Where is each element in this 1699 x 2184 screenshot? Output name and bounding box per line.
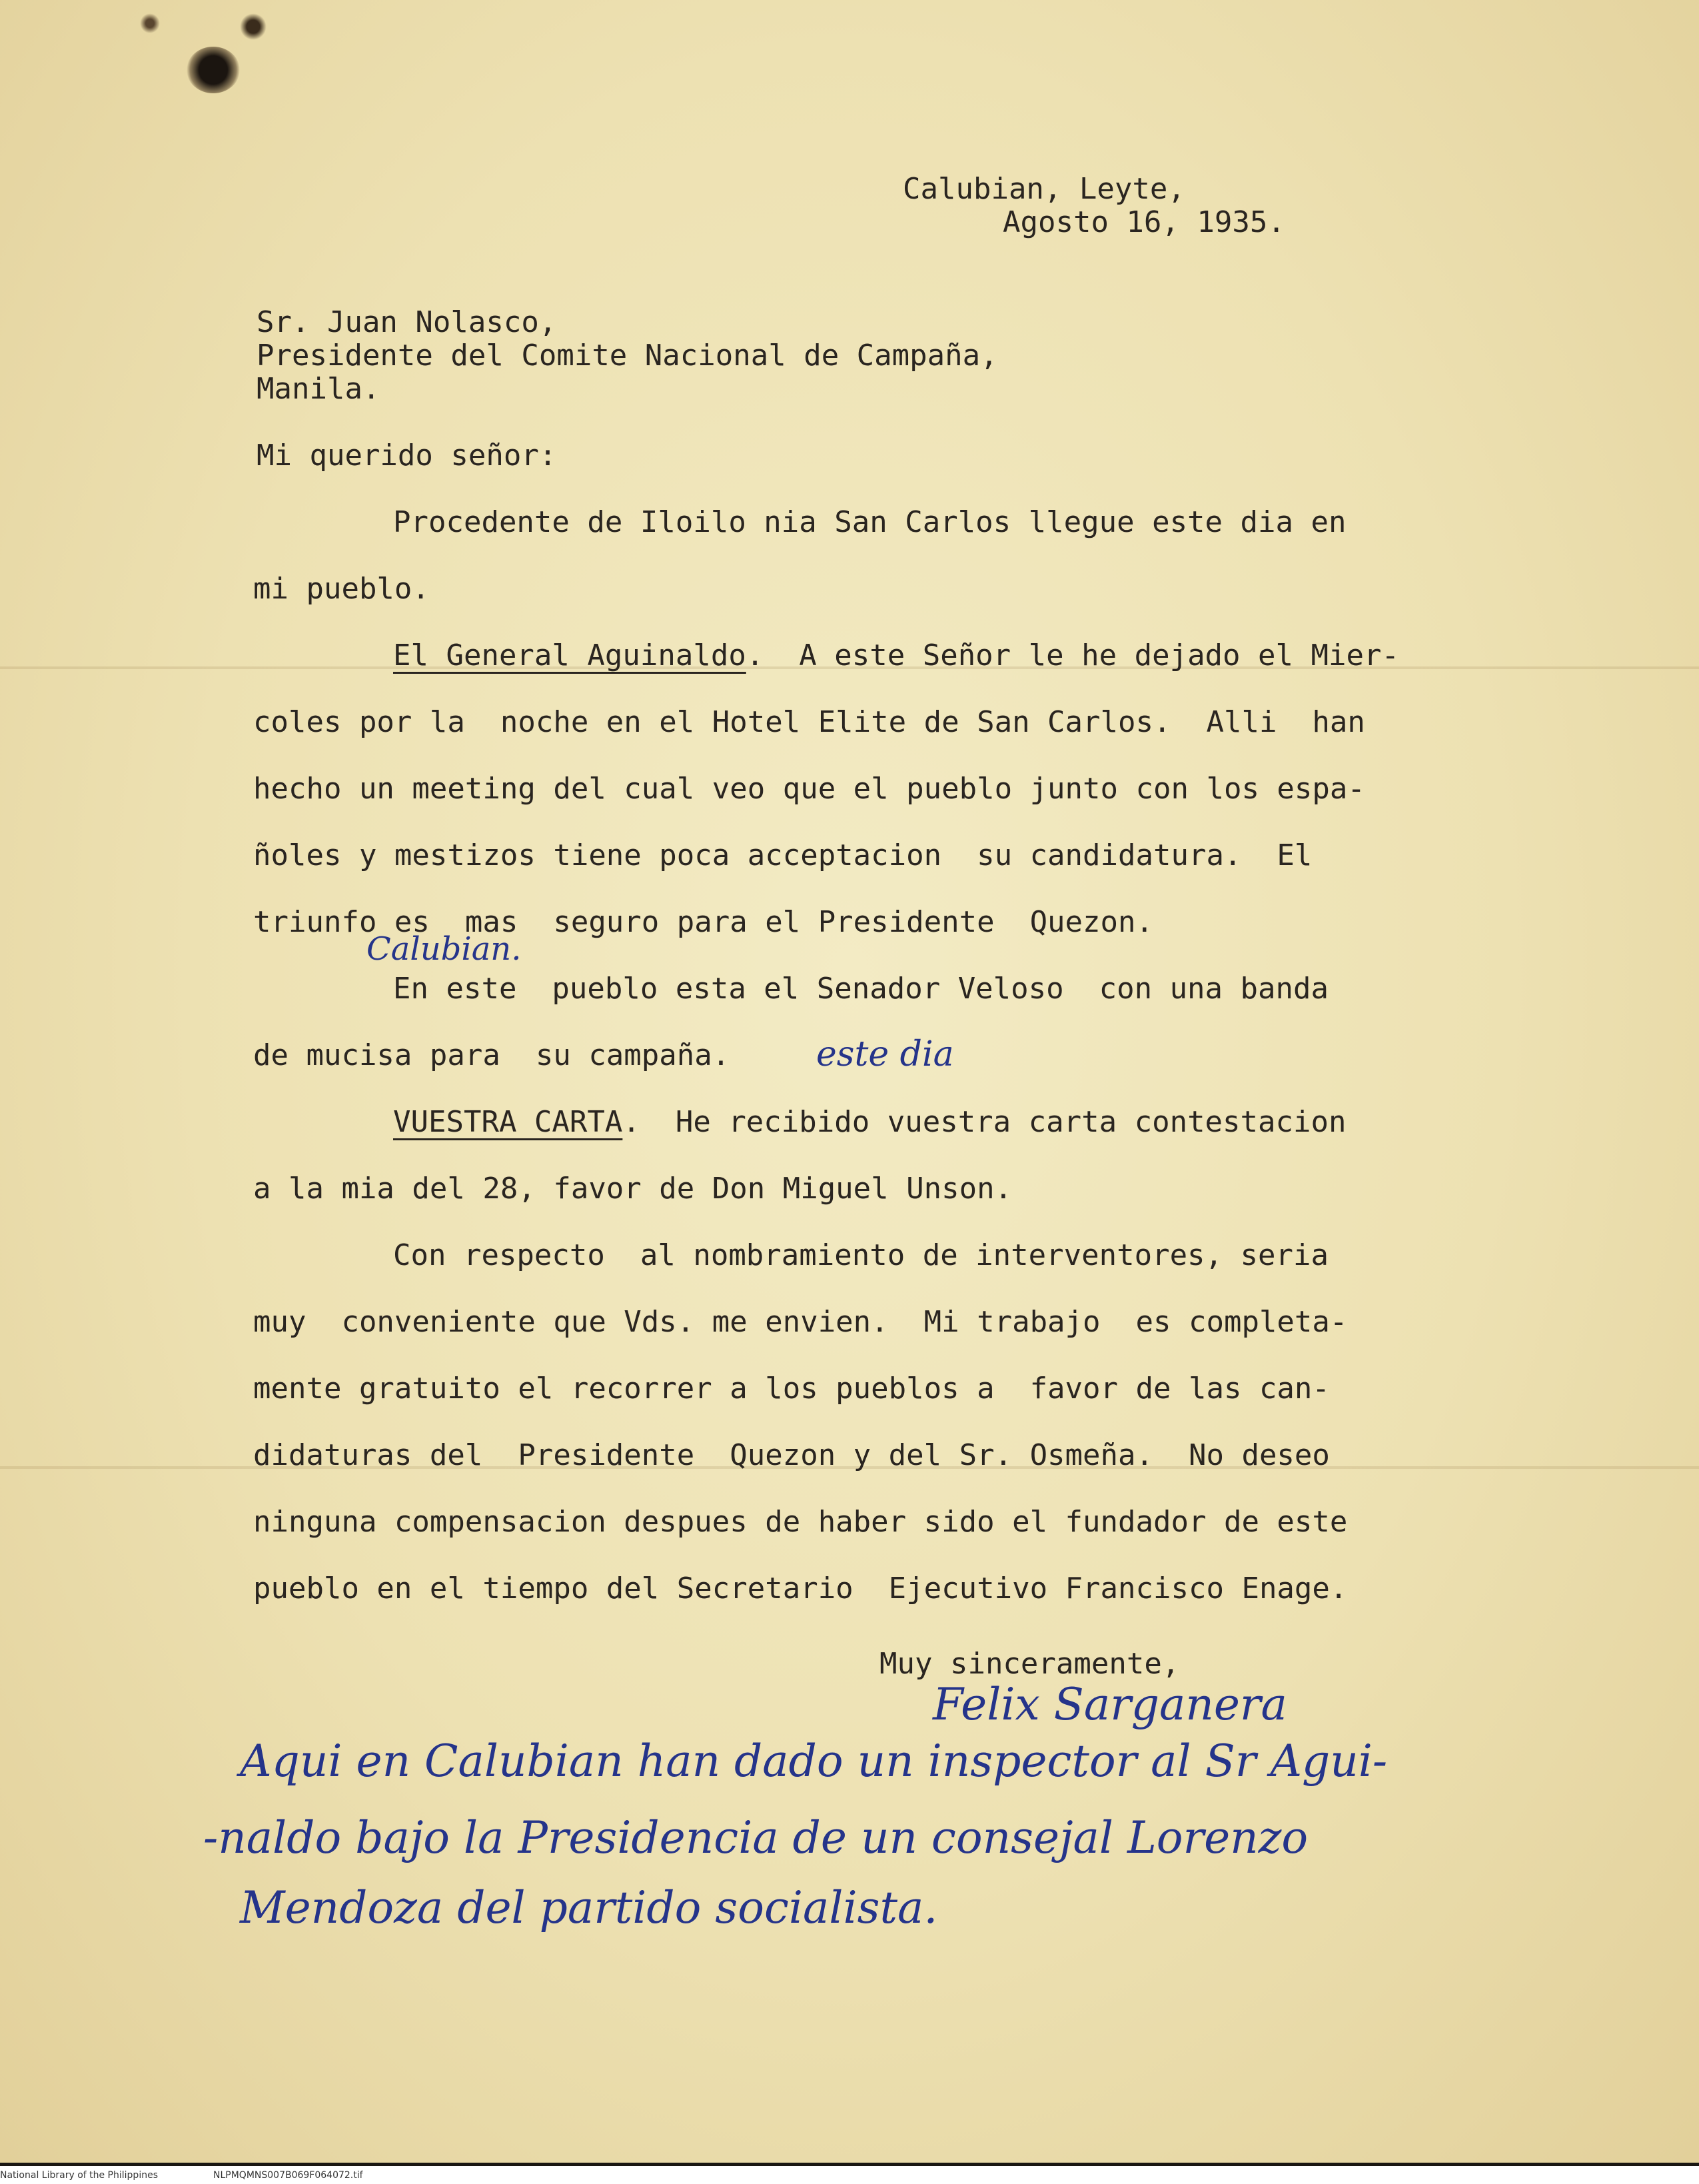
paragraph-line: didaturas del Presidente Quezon y del Sr. Osmeña. No deseo: [253, 1438, 1330, 1472]
paragraph-line: En este pueblo esta el Senador Veloso con una banda: [393, 972, 1329, 1006]
paragraph-line: triunfo es mas seguro para el Presidente Quezon.: [253, 905, 1154, 939]
recipient-title: Presidente del Comite Nacional de Campaña,: [257, 339, 998, 373]
closing: Muy sinceramente,: [879, 1647, 1180, 1681]
paragraph-text: . He recibido vuestra carta contestacion: [622, 1105, 1347, 1139]
paragraph-line: pueblo en el tiempo del Secretario Ejecutivo Francisco Enage.: [253, 1572, 1348, 1606]
paragraph-line: [393, 1105, 1347, 1139]
signature: Felix Sarganera: [933, 1679, 1287, 1730]
paragraph-text: . A este Señor le he dejado el Mier-: [746, 638, 1399, 672]
library-credit: National Library of the Philippines: [0, 2170, 158, 2181]
paragraph-line: muy conveniente que Vds. me envien. Mi trabajo es completa-: [253, 1305, 1348, 1339]
postscript-line: Mendoza del partido socialista.: [240, 1882, 938, 1933]
letter-date: Agosto 16, 1935.: [1003, 205, 1285, 239]
paragraph-line: mente gratuito el recorrer a los pueblos a favor de las can-: [253, 1372, 1330, 1406]
paragraph-line: mi pueblo.: [253, 572, 430, 606]
paragraph-line: ñoles y mestizos tiene poca acceptacion su candidatura. El: [253, 838, 1313, 872]
salutation: Mi querido señor:: [257, 439, 557, 473]
paragraph-line: Procedente de Iloilo nia San Carlos llegue este dia en: [393, 505, 1347, 539]
postscript-line: -naldo bajo la Presidencia de un consejal Lorenzo: [203, 1812, 1309, 1863]
paragraph-line: de mucisa para su campaña.: [253, 1038, 730, 1072]
postscript-line: Aqui en Calubian han dado un inspector al Sr Agui-: [240, 1735, 1388, 1787]
paragraph-line: Con respecto al nombramiento de interventores, seria: [393, 1238, 1329, 1272]
paragraph-line: [393, 638, 1399, 672]
ink-spot: [140, 13, 160, 33]
scan-footer: [0, 2166, 1699, 2184]
recipient-name: Sr. Juan Nolasco,: [257, 305, 557, 339]
paragraph-line: ninguna compensacion despues de haber sido el fundador de este: [253, 1505, 1348, 1539]
file-id: NLPMQMNS007B069F064072.tif: [213, 2170, 363, 2181]
paragraph-line: hecho un meeting del cual veo que el pueblo junto con los espa-: [253, 772, 1365, 806]
letter-place: Calubian, Leyte,: [903, 172, 1185, 206]
ink-blot: [187, 47, 240, 93]
paragraph-line: coles por la noche en el Hotel Elite de San Carlos. Alli han: [253, 705, 1365, 739]
paragraph-line: a la mia del 28, favor de Don Miguel Unson.: [253, 1172, 1013, 1206]
ink-spot: [240, 13, 267, 40]
handwritten-insert: Calubian.: [366, 930, 522, 968]
handwritten-insert: este dia: [816, 1034, 954, 1074]
recipient-city: Manila.: [257, 372, 380, 406]
section-heading: El General Aguinaldo: [393, 638, 746, 672]
section-heading: VUESTRA CARTA: [393, 1105, 623, 1139]
